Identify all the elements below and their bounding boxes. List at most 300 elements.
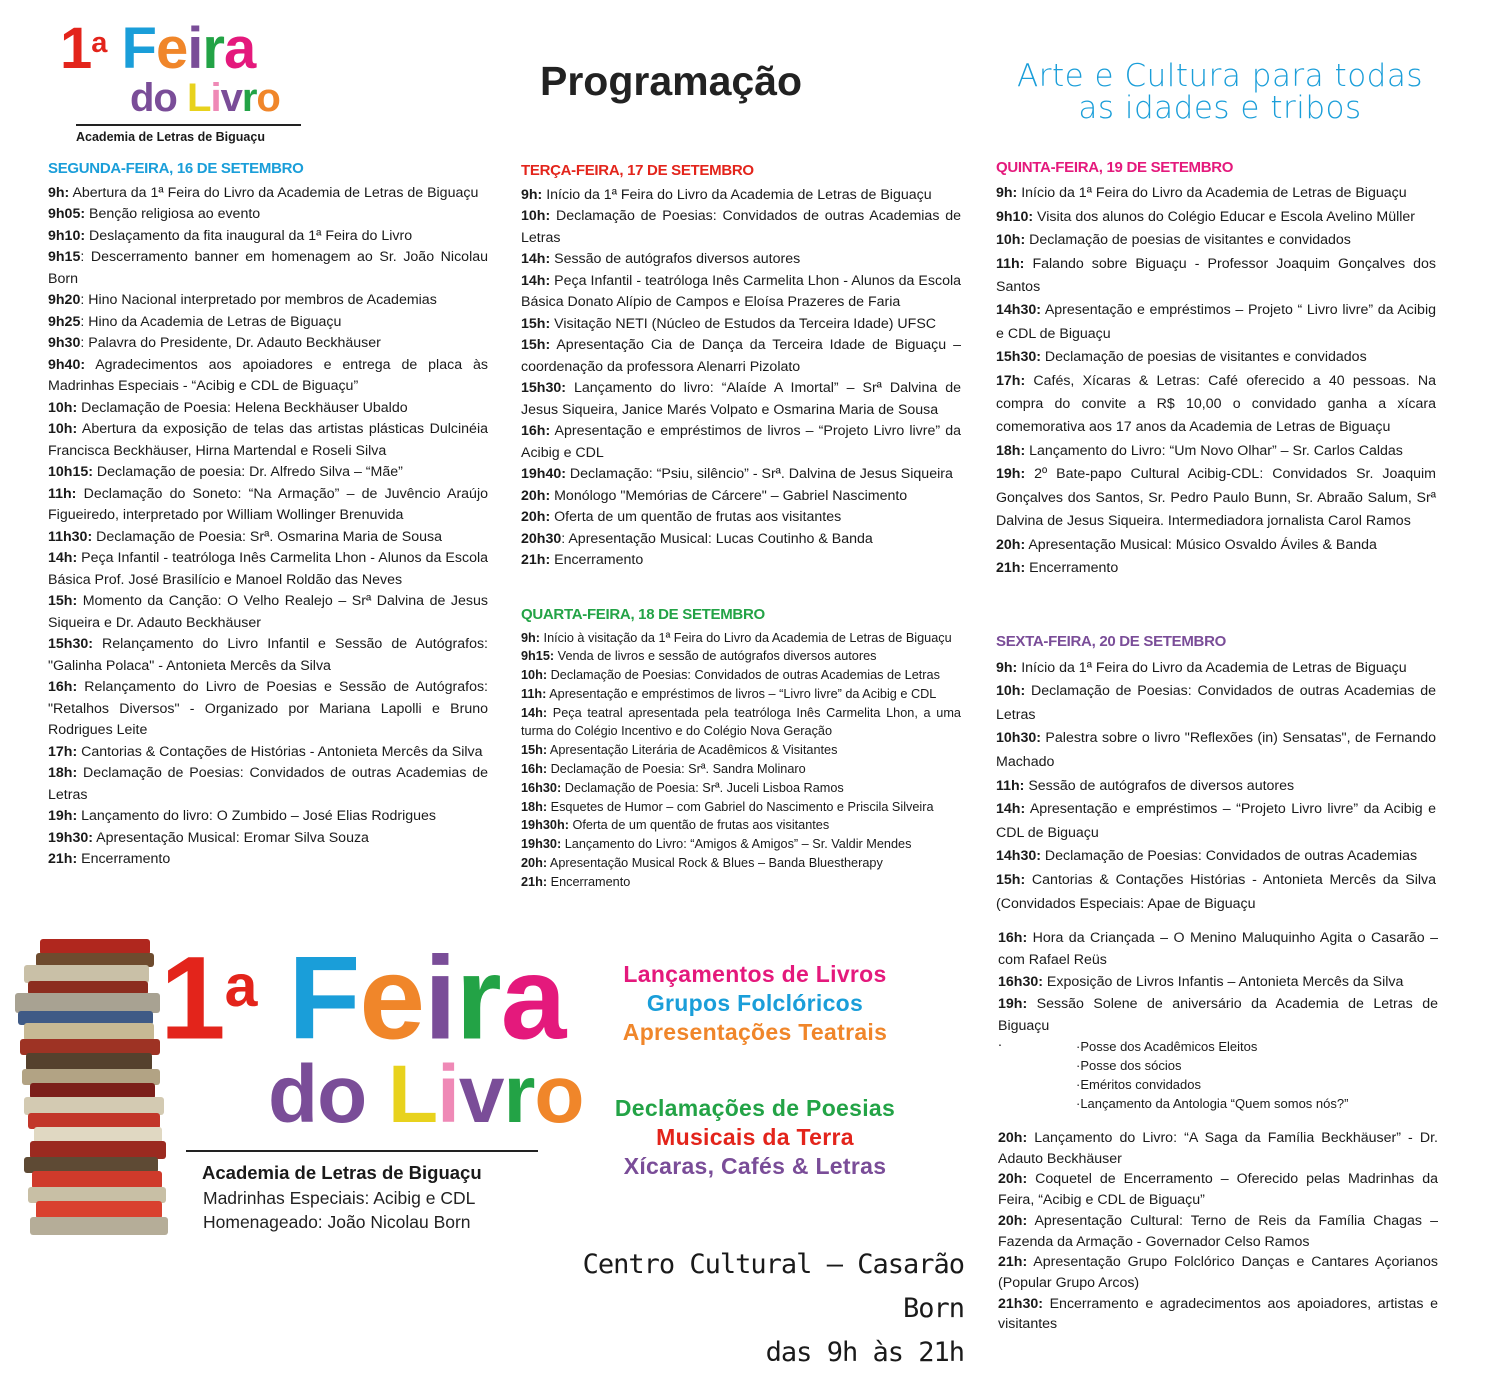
event-item — [998, 927, 1438, 971]
event-description: Lançamento do Livro: “Amigos & Amigos” – Sr. Valdir Mendes — [561, 837, 912, 852]
event-time: 10h: — [521, 668, 548, 683]
event-description: Encerramento — [550, 552, 644, 568]
event-time: 14h: — [521, 705, 548, 720]
event-time: 20h: — [998, 1212, 1028, 1229]
event-time: 16h: — [48, 679, 78, 695]
event-description: : Descerramento banner em homenagem ao Sr. João Nicolau Born — [48, 249, 488, 287]
event-item — [521, 421, 961, 464]
logo-letter: i — [210, 75, 221, 120]
event-description: Falando sobre Biguaçu - Professor Joaquim Gonçalves dos Santos — [996, 255, 1436, 296]
event-description: Declamação do Soneto: “Na Armação” – de Juvêncio Araújo Figueiredo, interpretado por William Wollinger Brenuvida — [48, 485, 488, 523]
event-time: 11h: — [996, 255, 1025, 272]
events-friday-c — [998, 1128, 1438, 1335]
event-description: Encerramento e agradecimentos aos apoiadores, artistas e visitantes — [998, 1295, 1438, 1333]
slogan-line-2: as idades e tribos — [1078, 90, 1362, 126]
event-description: Apresentação Grupo Folclórico Danças e Cantares Açorianos (Popular Grupo Arcos) — [998, 1254, 1438, 1291]
logo-letter: r — [455, 932, 501, 1065]
logo-letter: F — [121, 15, 156, 81]
event-description: Benção religiosa ao evento — [85, 206, 261, 222]
logo-letter: r — [202, 15, 224, 81]
logo-letter: v — [458, 1049, 504, 1141]
events-tuesday — [521, 185, 961, 572]
event-item — [48, 290, 488, 312]
event-item — [521, 873, 961, 892]
event-description: Sessão Solene de aniversário da Academia de Letras de Biguaçu — [998, 996, 1438, 1034]
day-wednesday — [521, 604, 961, 892]
event-time: 10h: — [996, 232, 1026, 249]
event-item — [521, 550, 961, 572]
event-description: Peça Infantil - teatróloga Inês Carmelita Lhon - Alunos da Escola Básica Prof. José Brasilício e Manoel Roldão das Neves — [48, 550, 488, 588]
event-time: 19h30h: — [521, 818, 569, 833]
event-time: 10h15: — [48, 464, 93, 480]
logo-letter: F — [288, 932, 360, 1065]
logo-letter: a — [500, 932, 566, 1065]
event-description: Apresentação Cia de Dança da Terceira Idade de Biguaçu – coordenação da professora Alenarri Pizolato — [521, 337, 961, 375]
event-item — [521, 206, 961, 249]
event-item — [996, 229, 1436, 252]
events-wednesday — [521, 629, 961, 892]
logo-big-academy: Academia de Letras de Biguaçu — [186, 1150, 538, 1184]
event-description: Lançamento do livro: “Alaíde A Imortal” – Srª Dalvina de Jesus Siqueira, Janice Marés Volpato e Osmarina Maria de Sousa — [521, 380, 961, 418]
promo-line-3: Apresentações Teatrais — [622, 1019, 888, 1045]
logo-ordinal: a — [91, 27, 107, 59]
logo-letter: r — [503, 1049, 535, 1141]
logo-letter: L — [187, 75, 211, 120]
event-time: 19h40: — [521, 466, 566, 482]
event-description: Lançamento do Livro: “Um Novo Olhar” – Sr. Carlos Caldas — [1025, 442, 1403, 459]
event-description: Declamação de Poesias: Convidados de outras Academias de Letras — [996, 683, 1436, 723]
event-description: Hora da Criançada – O Menino Maluquinho Agita o Casarão – com Rafael Reüs — [998, 930, 1438, 968]
logo-small-subtitle — [130, 75, 300, 120]
event-description: Declamação de Poesias: Convidados de outras Academias de Letras — [48, 765, 488, 803]
madrinhas-text: Madrinhas Especiais: Acibig e CDL — [203, 1188, 476, 1208]
event-description: Oferta de um quentão de frutas aos visitantes — [568, 818, 830, 833]
event-item — [996, 657, 1436, 681]
event-item — [998, 1169, 1438, 1210]
event-description: Encerramento — [77, 851, 171, 867]
event-description: Encerramento — [1025, 559, 1119, 576]
event-item — [521, 249, 961, 271]
event-item — [48, 398, 488, 420]
day-title-friday: SEXTA-FEIRA, 20 DE SETEMBRO — [996, 633, 1226, 650]
event-item — [48, 677, 488, 742]
event-time: 9h30 — [48, 335, 81, 351]
event-description: Deslaçamento da fita inaugural da 1ª Feira do Livro — [85, 227, 413, 244]
event-item — [521, 760, 961, 779]
logo-small — [60, 14, 300, 144]
ceremony-item: ·Lançamento da Antologia “Quem somos nós?” — [1076, 1096, 1349, 1111]
logo-letter: i — [187, 15, 203, 81]
event-description: : Palavra do Presidente, Dr. Adauto Beckhäuser — [80, 335, 381, 351]
slogan-line-1: Arte e Cultura para todas — [1017, 58, 1423, 94]
event-time: 11h: — [48, 485, 77, 502]
event-time: 15h: — [521, 337, 551, 353]
logo-letter: i — [424, 932, 456, 1065]
events-thursday — [996, 182, 1436, 580]
event-time: 14h: — [521, 251, 551, 267]
event-item — [521, 741, 961, 760]
event-time: 9h: — [521, 630, 541, 645]
logo-small-title — [60, 14, 300, 81]
event-item — [48, 591, 488, 634]
day-thursday — [996, 156, 1436, 580]
event-time: 19h: — [48, 808, 78, 824]
event-time: 15h: — [521, 315, 551, 332]
event-time: 15h: — [48, 593, 78, 609]
logo-letter: o — [534, 1049, 584, 1141]
logo-big-ordinal: a — [224, 953, 257, 1019]
event-time: 16h30: — [998, 974, 1043, 990]
event-item — [996, 253, 1436, 300]
event-time: 20h: — [521, 856, 548, 871]
day-monday — [48, 158, 488, 871]
event-description: Declamação de Poesia: Helena Beckhäuser Ubaldo — [77, 399, 408, 416]
event-description: Declamação de Poesias: Convidados de outras Academias de Letras — [547, 668, 940, 683]
event-description: Visita dos alunos do Colégio Educar e Escola Avelino Müller — [1033, 208, 1416, 225]
day-tuesday — [521, 160, 961, 572]
promo-line-1: Lançamentos de Livros — [623, 961, 887, 987]
event-description: Apresentação Musical: Músico Osvaldo Áviles & Banda — [1025, 536, 1377, 553]
logo-big-title — [160, 930, 566, 1065]
events-friday-a — [996, 657, 1436, 917]
event-item — [996, 182, 1436, 205]
event-item — [521, 854, 961, 873]
event-time: 20h: — [521, 487, 551, 504]
event-time: 9h05: — [48, 206, 86, 222]
logo-big-word-livro — [388, 1049, 584, 1140]
logo-letter: r — [241, 75, 257, 120]
day-title-monday: SEGUNDA-FEIRA, 16 DE SETEMBRO — [48, 160, 304, 177]
logo-letter: v — [220, 75, 242, 120]
logo-number: 1 — [60, 15, 92, 81]
logo-letter: e — [155, 15, 188, 81]
event-time: 21h: — [521, 874, 548, 889]
event-time: 16h: — [521, 423, 551, 439]
event-item — [996, 680, 1436, 727]
event-time: 21h: — [48, 851, 78, 867]
event-time: 14h: — [996, 801, 1026, 818]
venue — [560, 1243, 964, 1375]
logo-letter: L — [387, 1049, 438, 1141]
event-item — [996, 463, 1436, 533]
promo-block-1 — [560, 960, 950, 1047]
event-item — [48, 849, 488, 871]
event-description: Lançamento do Livro: “A Saga da Família Beckhäuser” - Dr. Adauto Beckhäuser — [998, 1130, 1438, 1167]
event-description: Declamação de poesias de visitantes e convidados — [1040, 349, 1367, 366]
event-item — [521, 507, 961, 529]
event-item — [48, 183, 488, 205]
event-time: 9h: — [996, 659, 1018, 676]
event-item — [48, 333, 488, 355]
event-time: 9h40: — [48, 356, 86, 373]
event-time: 10h30: — [996, 730, 1041, 747]
logo-big-word-do: do — [268, 1049, 367, 1141]
event-time: 15h: — [996, 871, 1026, 888]
event-description: Declamação de poesias de visitantes e convidados — [1025, 232, 1351, 249]
ceremony-item: ·Eméritos convidados — [1076, 1077, 1201, 1092]
event-item — [998, 993, 1438, 1037]
slogan — [960, 60, 1480, 124]
event-item — [521, 314, 961, 336]
event-item — [48, 312, 488, 334]
event-item — [521, 816, 961, 835]
event-item — [996, 346, 1436, 369]
event-description: Apresentação e empréstimos de livros – “Livro livre” da Acibig e CDL — [546, 686, 937, 701]
event-description: Apresentação e empréstimos – Projeto “ Livro livre” da Acibig e CDL de Biguaçu — [996, 302, 1436, 342]
event-time: 20h: — [996, 536, 1026, 553]
event-time: 10h: — [48, 421, 78, 437]
event-description: Exposição de Livros Infantis – Antonieta Mercês da Silva — [1042, 974, 1404, 990]
event-time: 18h: — [996, 442, 1026, 459]
event-time: 20h: — [998, 1130, 1028, 1146]
event-time: 9h10: — [48, 227, 86, 244]
event-description: Monólogo "Memórias de Cárcere" – Gabriel Nascimento — [550, 487, 908, 504]
event-item — [998, 1128, 1438, 1169]
event-time: 17h: — [996, 372, 1026, 389]
event-description: Cantorias & Contações Histórias - Antonieta Mercês da Silva (Convidados Especiais: Apae de Biguaçu — [996, 871, 1436, 912]
event-description: Declamação: “Psiu, silêncio” - Srª. Dalvina de Jesus Siqueira — [565, 466, 953, 482]
event-time: 19h30: — [521, 837, 562, 852]
event-item — [48, 226, 488, 248]
promo-block-2 — [560, 1094, 950, 1181]
day-friday — [996, 630, 1436, 916]
event-item — [48, 634, 488, 677]
logo-word-livro — [187, 76, 280, 120]
event-description: Cafés, Xícaras & Letras: Café oferecido a 40 pessoas. Na compra do convite a R$ 10,00 o convidado ganha a xícara comemorativa aos 17 anos da Academia de Letras de Biguaçu — [996, 372, 1436, 436]
event-item — [998, 1211, 1438, 1252]
logo-big-word-feira — [288, 932, 565, 1064]
event-description: Abertura da 1ª Feira do Livro da Academia de Letras de Biguaçu — [69, 184, 479, 201]
logo-letter: i — [437, 1049, 459, 1141]
event-item — [48, 828, 488, 850]
event-description: Declamação de Poesia: Srª. Sandra Molinaro — [547, 762, 806, 777]
event-description: Apresentação e empréstimos de livros – “Projeto Livro livre” da Acibig e CDL — [521, 423, 961, 461]
event-item — [521, 185, 961, 207]
event-description: Apresentação Musical: Eromar Silva Souza — [92, 829, 369, 846]
event-description: Apresentação e empréstimos – “Projeto Livro livre” da Acibig e CDL de Biguaçu — [996, 801, 1436, 841]
event-description: Apresentação Musical Rock & Blues – Banda Bluestherapy — [547, 856, 883, 871]
event-time: 16h: — [521, 762, 548, 777]
venue-place: Centro Cultural – Casarão Born — [582, 1249, 964, 1324]
event-item — [48, 204, 488, 226]
event-description: Encerramento — [547, 874, 631, 889]
event-item — [521, 271, 961, 314]
event-description: Sessão de autógrafos diversos autores — [550, 251, 801, 267]
logo-word-feira — [122, 16, 256, 81]
event-description: Declamação de Poesia: Srª. Osmarina Maria de Sousa — [92, 528, 443, 545]
stray-dot: . — [998, 1034, 1002, 1050]
event-description: Palestra sobre o livro "Reflexões (in) Sensatas", de Fernando Machado — [996, 730, 1436, 770]
promo-line-6: Xícaras, Cafés & Letras — [623, 1153, 887, 1179]
event-description: Declamação de Poesias: Convidados de outras Academias — [1040, 848, 1418, 865]
event-item — [48, 742, 488, 764]
event-item — [48, 527, 488, 549]
day-title-tuesday: TERÇA-FEIRA, 17 DE SETEMBRO — [521, 162, 754, 179]
event-description: Peça teatral apresentada pela teatróloga Inês Carmelita Lhon, a uma turma do Colégio Incentivo e do Colégio Nova Geração — [521, 705, 961, 739]
event-item — [48, 484, 488, 527]
event-description: 2º Bate-papo Cultural Acibig-CDL: Convidados Sr. Joaquim Gonçalves dos Santos, Sr. Pedro Paulo Bunn, Sr. Abraão Salum, Srª Dalvina de Jesus Siqueira. Intermediadora jornalista Carol Ramos — [996, 466, 1436, 530]
logo-big — [160, 930, 584, 1184]
event-description: Apresentação Cultural: Terno de Reis da Família Chagas – Fazenda da Armação - Governador Celso Ramos — [998, 1212, 1438, 1250]
event-description: Declamação de Poesias: Convidados de outras Academias de Letras — [521, 208, 961, 246]
book-stack-icon — [15, 939, 168, 1235]
event-item — [521, 378, 961, 421]
event-item — [996, 557, 1436, 580]
logo-letter: o — [256, 75, 280, 120]
logo-big-subtitle — [268, 1049, 584, 1141]
logo-small-academy: Academia de Letras de Biguaçu — [76, 124, 301, 144]
event-item — [998, 971, 1438, 993]
event-time: 19h: — [996, 466, 1026, 483]
event-time: 9h15 — [48, 249, 81, 265]
day-title-wednesday: QUARTA-FEIRA, 18 DE SETEMBRO — [521, 606, 765, 623]
event-item — [996, 206, 1436, 229]
event-item — [996, 775, 1436, 799]
event-description: Agradecimentos aos apoiadores e entrega de placa às Madrinhas Especiais - “Acibig e CDL de Biguaçu” — [48, 356, 488, 394]
event-item — [48, 548, 488, 591]
event-item — [521, 666, 961, 685]
event-time: 11h: — [996, 777, 1025, 794]
event-description: Apresentação Literária de Acadêmicos & Visitantes — [547, 743, 838, 758]
event-description: Abertura da exposição de telas das artistas plásticas Dulcinéia Francisca Beckhäuser, Hirna Martendal e Roseli Silva — [48, 421, 488, 459]
event-description: Cantorias & Contações de Histórias - Antonieta Mercês da Silva — [77, 743, 483, 760]
event-time: 20h30 — [521, 530, 562, 547]
event-time: 11h30: — [48, 528, 93, 545]
event-time: 10h: — [48, 399, 78, 416]
event-time: 16h: — [998, 930, 1028, 946]
event-item — [521, 335, 961, 378]
event-description: : Hino da Academia de Letras de Biguaçu — [80, 313, 342, 330]
event-description: Relançamento do Livro de Poesias e Sessão de Autógrafos: "Retalhos Diversos" - Organizado por Mariana Lapolli e Bruno Rodrigues Leite — [48, 679, 488, 738]
event-item — [48, 419, 488, 462]
event-time: 15h30: — [521, 380, 566, 396]
event-time: 10h: — [996, 683, 1026, 700]
event-item — [998, 1252, 1438, 1293]
event-item — [996, 370, 1436, 440]
event-description: Momento da Canção: O Velho Realejo – Srª Dalvina de Jesus Siqueira e Dr. Adauto Beckhäuser — [48, 593, 488, 631]
event-item — [48, 462, 488, 484]
homenageado-text: Homenageado: João Nicolau Born — [203, 1212, 471, 1232]
venue-hours: das 9h às 21h — [765, 1337, 964, 1368]
day-title-thursday: QUINTA-FEIRA, 19 DE SETEMBRO — [996, 159, 1234, 176]
event-item — [48, 247, 488, 290]
event-description: Oferta de um quentão de frutas aos visitantes — [550, 509, 842, 525]
event-description: Declamação de Poesia: Srª. Juceli Lisboa Ramos — [561, 780, 844, 795]
event-description: Peça Infantil - teatróloga Inês Carmelita Lhon - Alunos da Escola Básica Donato Alípio de Campos e Eloísa Prazeres de Faria — [521, 272, 961, 310]
event-time: 14h: — [48, 550, 78, 566]
event-item — [521, 647, 961, 666]
book-stack-illustration — [10, 935, 170, 1240]
event-item — [996, 440, 1436, 463]
event-description: : Apresentação Musical: Lucas Coutinho & Banda — [561, 530, 873, 547]
event-time: 21h30: — [998, 1295, 1043, 1312]
event-time: 15h: — [521, 743, 548, 758]
event-description: Início da 1ª Feira do Livro da Academia de Letras de Biguaçu — [542, 186, 932, 203]
ceremony-item: ·Posse dos Acadêmicos Eleitos — [1076, 1039, 1258, 1054]
logo-letter: a — [223, 15, 256, 81]
event-time: 11h: — [521, 686, 547, 701]
event-description: : Hino Nacional interpretado por membros de Academias — [80, 292, 437, 308]
event-time: 9h10: — [996, 208, 1034, 225]
event-time: 21h: — [521, 552, 551, 568]
event-time: 15h30: — [48, 636, 93, 652]
event-item — [996, 845, 1436, 869]
event-item — [521, 704, 961, 742]
day-friday-cont — [998, 927, 1438, 1335]
promo-line-4: Declamações de Poesias — [614, 1095, 896, 1121]
event-time: 9h20 — [48, 292, 81, 308]
event-item — [521, 798, 961, 817]
event-item — [521, 685, 961, 704]
event-description: Início da 1ª Feira do Livro da Academia de Letras de Biguaçu — [1017, 185, 1407, 202]
logo-word-do: do — [130, 75, 177, 120]
event-time: 18h: — [48, 765, 78, 781]
event-item — [521, 779, 961, 798]
event-time: 21h: — [998, 1254, 1028, 1271]
logo-big-number: 1 — [160, 932, 225, 1065]
event-description: Lançamento do livro: O Zumbido – José Elias Rodrigues — [77, 808, 436, 824]
event-item — [996, 727, 1436, 774]
event-item — [48, 763, 488, 806]
ceremony-item: ·Posse dos sócios — [1076, 1058, 1182, 1073]
event-description: Sessão de autógrafos de diversos autores — [1024, 777, 1295, 794]
events-monday — [48, 183, 488, 871]
event-time: 20h: — [521, 509, 551, 525]
event-item — [996, 869, 1436, 916]
event-description: Coquetel de Encerramento – Oferecido pelas Madrinhas da Feira, “Acibig e CDL de Biguaçu” — [998, 1171, 1438, 1209]
event-time: 20h: — [998, 1171, 1028, 1188]
event-time: 19h30: — [48, 829, 93, 846]
event-item — [521, 486, 961, 508]
event-time: 14h: — [521, 272, 551, 289]
friday-sub-list — [998, 1034, 1438, 1122]
event-time: 18h: — [521, 799, 548, 814]
event-time: 9h25 — [48, 313, 81, 330]
event-time: 19h: — [998, 996, 1028, 1012]
logo-letter: e — [359, 932, 424, 1065]
event-item — [996, 798, 1436, 845]
event-item — [521, 464, 961, 486]
event-time: 10h: — [521, 208, 551, 224]
event-time: 14h30: — [996, 302, 1041, 319]
event-item — [996, 534, 1436, 557]
event-item — [996, 299, 1436, 346]
event-description: Visitação NETI (Núcleo de Estudos da Terceira Idade) UFSC — [550, 315, 937, 332]
event-time: 9h15: — [521, 649, 555, 664]
event-time: 9h: — [996, 185, 1018, 202]
event-description: Relançamento do Livro Infantil e Sessão de Autógrafos: "Galinha Polaca" - Antonieta Mercês da Silva — [48, 636, 488, 674]
event-description: Início à visitação da 1ª Feira do Livro da Academia de Letras de Biguaçu — [540, 630, 952, 645]
event-time: 14h30: — [996, 848, 1041, 865]
sponsors — [203, 1186, 475, 1234]
event-description: Venda de livros e sessão de autógrafos diversos autores — [554, 649, 877, 664]
event-description: Início da 1ª Feira do Livro da Academia de Letras de Biguaçu — [1017, 659, 1407, 676]
page-title: Programação — [540, 58, 803, 104]
event-item — [521, 529, 961, 551]
event-time: 9h: — [48, 184, 70, 201]
promo-line-5: Musicais da Terra — [656, 1124, 854, 1150]
event-description: Esquetes de Humor – com Gabriel do Nascimento e Priscila Silveira — [547, 799, 934, 814]
promo-line-2: Grupos Folclóricos — [646, 990, 864, 1016]
event-item — [48, 806, 488, 828]
event-description: Declamação de poesia: Dr. Alfredo Silva – “Mãe” — [92, 464, 403, 480]
ceremony-items — [998, 1037, 1438, 1113]
events-friday-b — [998, 927, 1438, 1037]
event-item — [521, 835, 961, 854]
event-item — [48, 355, 488, 398]
event-time: 15h30: — [996, 349, 1041, 366]
event-time: 16h30: — [521, 780, 562, 795]
